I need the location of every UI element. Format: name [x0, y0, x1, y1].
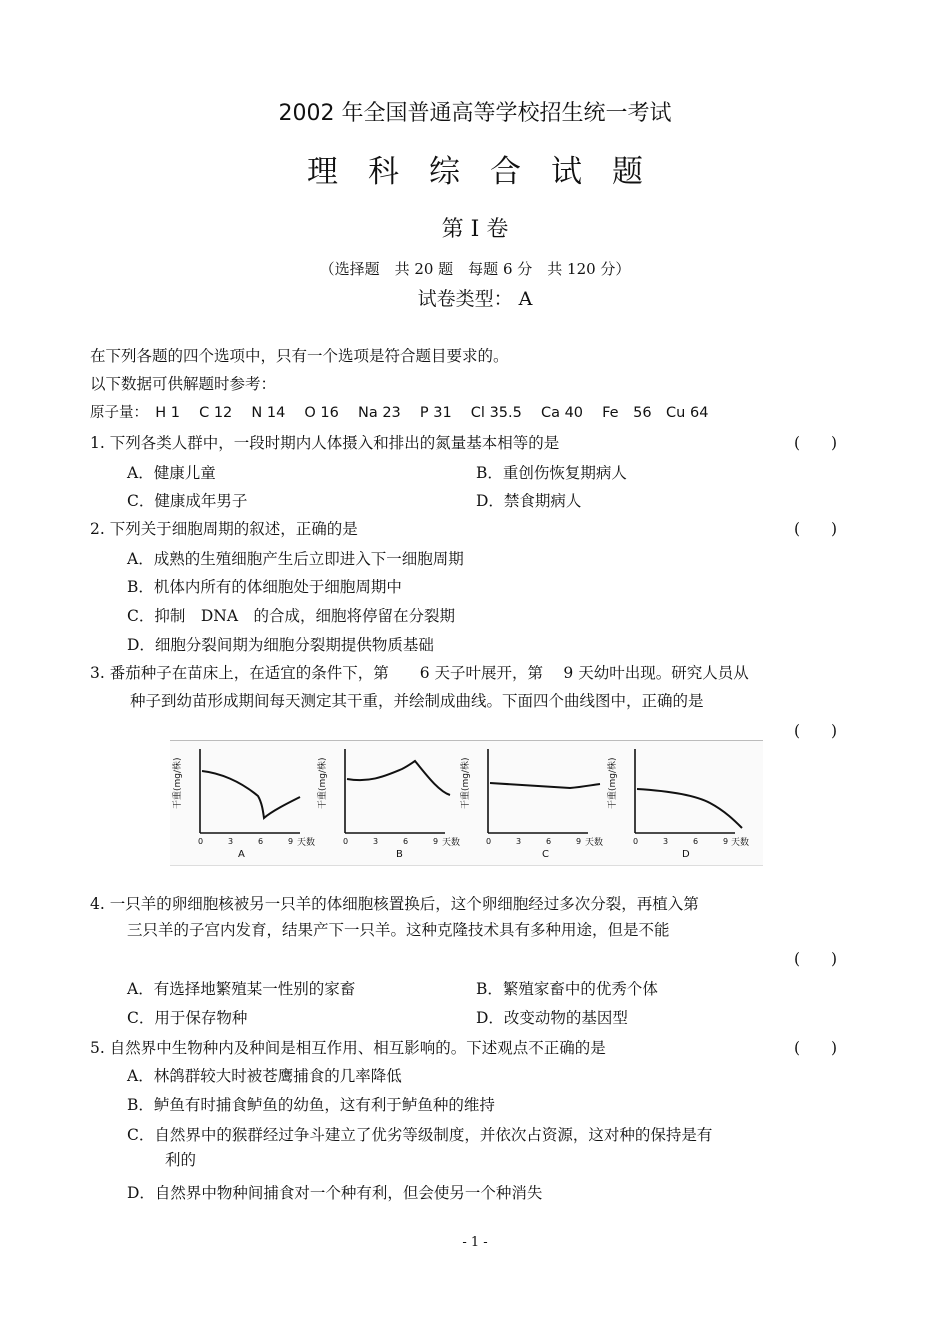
q4-answer-paren: ( ) — [794, 950, 838, 968]
panel-c-label: C — [542, 849, 549, 860]
panel-a-tick-6: 6 — [258, 837, 264, 846]
panel-c — [459, 749, 603, 860]
q1-option-b: B．重创伤恢复期病人 — [476, 464, 627, 482]
paper-type: 试卷类型： A — [417, 288, 533, 310]
q3-answer-paren: ( ) — [794, 722, 838, 740]
panel-a-tick-9: 9 — [288, 837, 294, 846]
q2-option-d: D．细胞分裂间期为细胞分裂期提供物质基础 — [127, 636, 434, 654]
q5-option-c-line-1: C．自然界中的猴群经过争斗建立了优劣等级制度，并依次占资源，这对种的保持是有 — [127, 1126, 713, 1144]
intro-line-2: 以下数据可供解题时参考： — [90, 375, 277, 393]
panel-d-ylabel: 干重(mg/株) — [608, 757, 618, 809]
panel-b-tick-6: 6 — [403, 837, 409, 846]
q4-stem-line-1: 4. 一只羊的卵细胞核被另一只羊的体细胞核置换后，这个卵细胞经过多次分裂，再植入第 — [90, 895, 699, 913]
q3-figure-svg — [170, 741, 763, 865]
panel-a-tick-3: 3 — [228, 837, 234, 846]
q2-answer-paren: ( ) — [794, 520, 838, 538]
subject-title: 理科综合试题 — [307, 154, 673, 190]
q2-option-a: A．成熟的生殖细胞产生后立即进入下一细胞周期 — [127, 550, 464, 568]
panel-a — [171, 749, 315, 860]
q2-option-b: B．机体内所有的体细胞处于细胞周期中 — [127, 578, 402, 596]
q3-figure — [170, 740, 763, 866]
panel-a-xlabel: 天数 — [297, 838, 316, 848]
q5-option-d: D．自然界中物种间捕食对一个种有利，但会使另一个种消失 — [127, 1184, 543, 1202]
panel-c-ylabel: 干重(mg/株) — [461, 757, 471, 809]
volume-title: 第 I 卷 — [441, 217, 509, 242]
panel-b-xlabel: 天数 — [442, 838, 461, 848]
panel-c-xlabel: 天数 — [585, 838, 604, 848]
panel-a-label: A — [238, 849, 245, 860]
panel-b-tick-3: 3 — [373, 837, 379, 846]
q1-stem: 1. 下列各类人群中，一段时期内人体摄入和排出的氮量基本相等的是 — [90, 434, 560, 452]
panel-c-tick-9: 9 — [576, 837, 582, 846]
panel-c-tick-6: 6 — [546, 837, 552, 846]
q4-option-c: C．用于保存物种 — [127, 1009, 248, 1027]
q5-option-a: A．林鸽群较大时被苍鹰捕食的几率降低 — [127, 1067, 402, 1085]
panel-d-label: D — [682, 849, 690, 860]
panel-a-ylabel: 干重(mg/株) — [173, 757, 183, 809]
q4-option-b: B．繁殖家畜中的优秀个体 — [476, 980, 658, 998]
panel-d — [606, 749, 749, 860]
intro-line-1: 在下列各题的四个选项中，只有一个选项是符合题目要求的。 — [90, 347, 509, 365]
panel-d-xlabel: 天数 — [731, 838, 750, 848]
q5-stem: 5. 自然界中生物种内及种间是相互作用、相互影响的。下述观点不正确的是 — [90, 1039, 606, 1057]
q1-option-a: A．健康儿童 — [127, 464, 216, 482]
q2-option-c: C．抑制 DNA 的合成，细胞将停留在分裂期 — [127, 607, 456, 625]
panel-d-tick-3: 3 — [663, 837, 669, 846]
q2-stem: 2. 下列关于细胞周期的叙述，正确的是 — [90, 520, 358, 538]
q1-option-c: C．健康成年男子 — [127, 492, 248, 510]
panel-c-tick-3: 3 — [516, 837, 522, 846]
panel-d-tick-9: 9 — [723, 837, 729, 846]
q4-stem-line-2: 三只羊的子宫内发育，结果产下一只羊。这种克隆技术具有多种用途，但是不能 — [127, 921, 670, 939]
q1-option-d: D．禁食期病人 — [476, 492, 582, 510]
q3-stem-line-2: 种子到幼苗形成期间每天测定其干重，并绘制成曲线。下面四个曲线图中，正确的是 — [130, 692, 704, 710]
panel-b-tick-0: 0 — [343, 837, 349, 846]
q5-answer-paren: ( ) — [794, 1039, 838, 1057]
exam-title: 2002 年全国普通高等学校招生统一考试 — [278, 101, 672, 126]
panel-b-tick-9: 9 — [433, 837, 439, 846]
q5-option-c-line-2: 利的 — [165, 1151, 197, 1169]
q3-stem-line-1: 3. 番茄种子在苗床上，在适宜的条件下，第 6 天子叶展开，第 9 天幼叶出现。研究人员从 — [90, 664, 749, 682]
q4-option-d: D．改变动物的基因型 — [476, 1009, 628, 1027]
page-number: - 1 - — [462, 1235, 488, 1250]
q4-option-a: A．有选择地繁殖某一性别的家畜 — [127, 980, 356, 998]
q1-answer-paren: ( ) — [794, 434, 838, 452]
panel-b-label: B — [396, 849, 403, 860]
panel-b-ylabel: 干重(mg/株) — [318, 757, 328, 809]
instructions: （选择题 共 20 题 每题 6 分 共 120 分） — [319, 260, 631, 278]
panel-a-tick-0: 0 — [198, 837, 204, 846]
panel-c-tick-0: 0 — [486, 837, 492, 846]
panel-d-tick-0: 0 — [633, 837, 639, 846]
q5-option-b: B．鲈鱼有时捕食鲈鱼的幼鱼，这有利于鲈鱼种的维持 — [127, 1096, 495, 1114]
panel-d-tick-6: 6 — [693, 837, 699, 846]
panel-b — [316, 749, 460, 860]
atomic-mass-line: 原子量： H 1 C 12 N 14 O 16 Na 23 P 31 Cl 35.5 Ca 40 Fe 56 Cu 64 — [90, 405, 709, 421]
